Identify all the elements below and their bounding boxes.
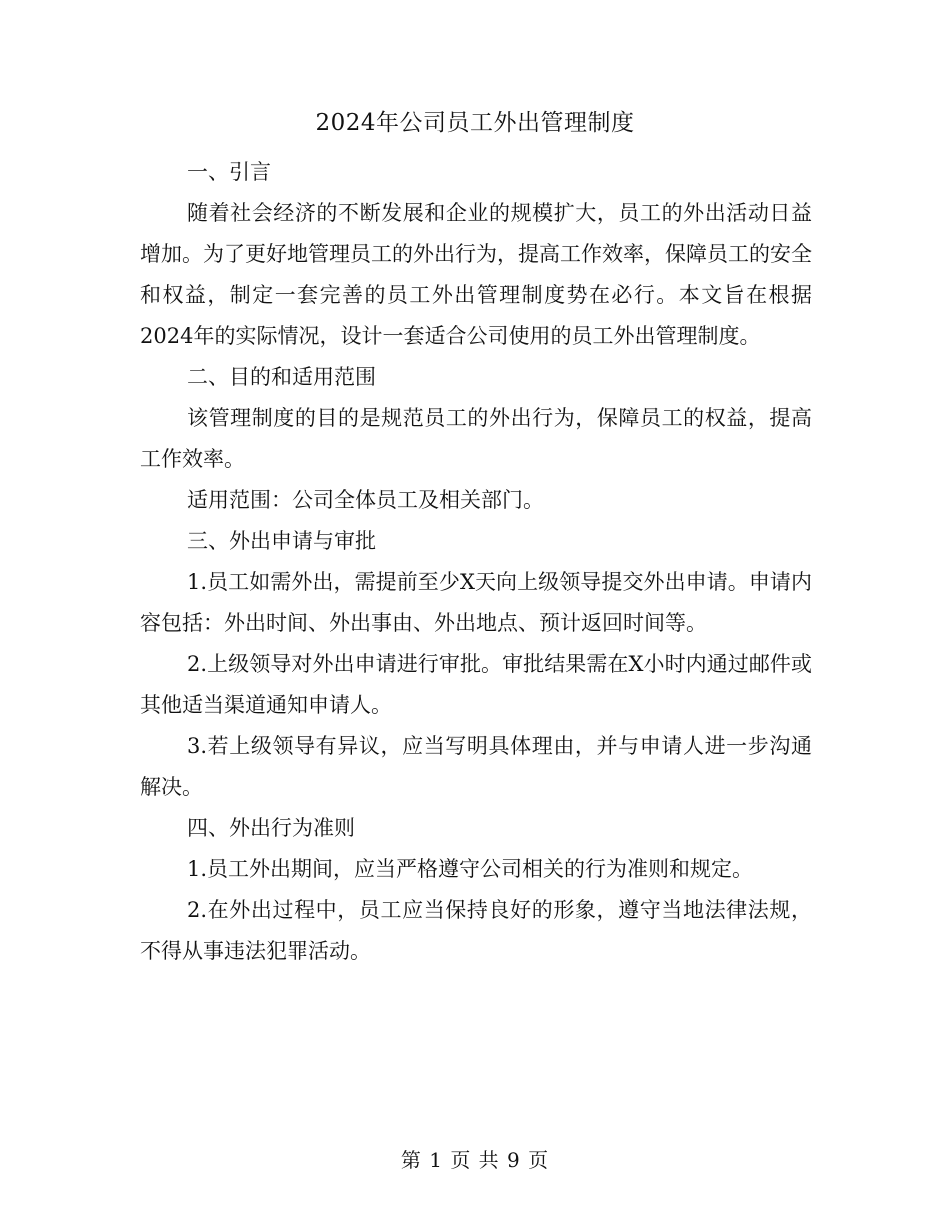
section-heading-introduction: 一、引言: [187, 160, 271, 184]
list-item-conduct-1: 1.员工外出期间，应当严格遵守公司相关的行为准则和规定。: [187, 857, 754, 881]
section-heading-application-approval: 三、外出申请与审批: [187, 529, 376, 553]
document-body: [140, 152, 812, 972]
paragraph-purpose: 该管理制度的目的是规范员工的外出行为，保障员工的权益，提高工作效率。: [140, 406, 812, 471]
list-item-conduct-2: 2.在外出过程中，员工应当保持良好的形象，遵守当地法律法规，不得从事违法犯罪活动。: [140, 898, 812, 963]
document-title: 2024年公司员工外出管理制度: [315, 110, 635, 136]
paragraph-scope: 适用范围：公司全体员工及相关部门。: [187, 488, 544, 512]
section-heading-conduct-rules: 四、外出行为准则: [187, 816, 355, 840]
section-heading-purpose-scope: 二、目的和适用范围: [187, 365, 376, 389]
paragraph-introduction: 随着社会经济的不断发展和企业的规模扩大，员工的外出活动日益增加。为了更好地管理员工的外出行为，提高工作效率，保障员工的安全和权益，制定一套完善的员工外出管理制度势在必行。本文旨在根据2024年的实际情况，设计一套适合公司使用的员工外出管理制度。: [140, 201, 812, 348]
list-item-application-3: 3.若上级领导有异议，应当写明具体理由，并与申请人进一步沟通解决。: [140, 734, 812, 799]
list-item-application-2: 2.上级领导对外出申请进行审批。审批结果需在X小时内通过邮件或其他适当渠道通知申请人。: [140, 652, 812, 717]
page-number-footer: 第 1 页 共 9 页: [400, 1148, 550, 1172]
list-item-application-1: 1.员工如需外出，需提前至少X天向上级领导提交外出申请。申请内容包括：外出时间、外出事由、外出地点、预计返回时间等。: [140, 570, 812, 635]
